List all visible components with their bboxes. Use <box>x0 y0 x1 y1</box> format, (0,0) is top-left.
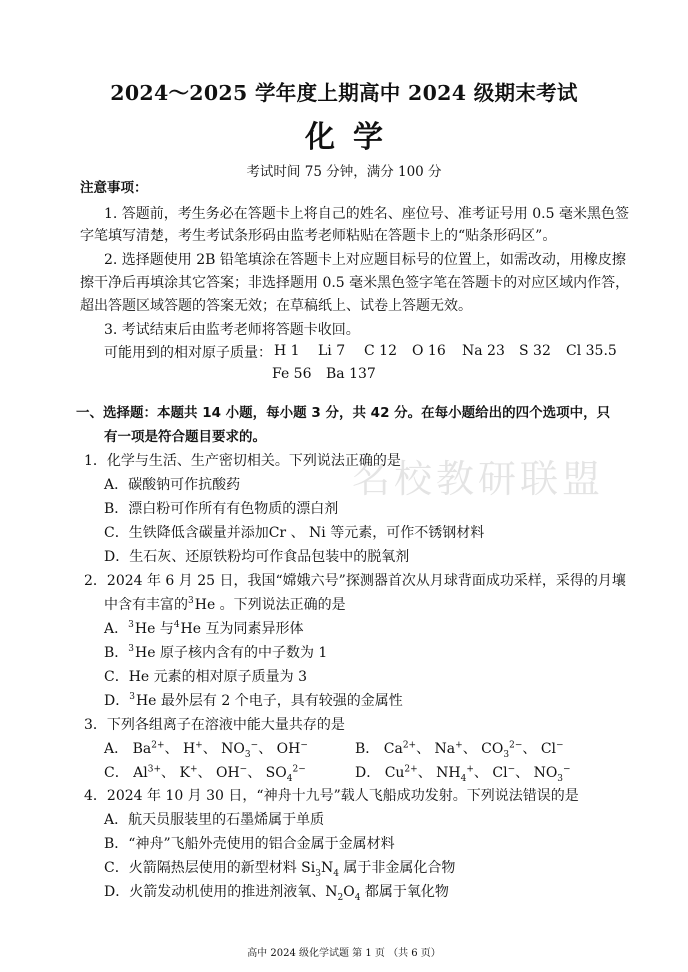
option-c: C．火箭隔热层使用的新型材料 $Si_3N_4$ 属于非金属化合物 <box>104 860 456 879</box>
atomic-mass-item: Na 23 <box>462 343 505 359</box>
atomic-mass-item: Li 7 <box>318 343 346 359</box>
notice-heading: 注意事项： <box>80 180 148 196</box>
option-text: C．火箭隔热层使用的新型材料 Si <box>104 860 316 876</box>
option-b: B．漂白粉可作所有有色物质的漂白剂 <box>104 501 339 517</box>
question-stem-cont <box>104 595 346 617</box>
ion: $NO_3^-$ <box>533 764 571 784</box>
option-label: D． <box>355 765 381 781</box>
option-text: He 原子核内含有的中子数为 1 <box>135 645 328 661</box>
subject-title: 化学 <box>305 120 401 155</box>
option-c: C． $Al^{3+}$、 K+、 OH−、 $SO_4^{2-}$ <box>104 764 306 784</box>
option-label: A． <box>104 741 129 757</box>
atomic-mass-item: Cl 35.5 <box>566 343 617 359</box>
atomic-mass-item: Ba 137 <box>326 366 376 382</box>
option-text: 都属于氧化物 <box>360 884 449 900</box>
option-a: A． $Ba^{2+}$、 H+、 $NO_3^-$、 OH− <box>104 740 308 760</box>
page-footer: 高中 2024 级化学试题 第 1 页 （共 6 页） <box>247 948 441 959</box>
option-b: B． $Ca^{2+}$、 Na+、 $CO_3^{2-}$、 Cl− <box>355 740 564 760</box>
option-label: B． <box>104 645 129 661</box>
notice-line: 1. 答题前，考生务必在答题卡上将自己的姓名、座位号、准考证号用 0.5 毫米黑色签 <box>104 206 629 222</box>
ion: H+ <box>182 740 203 757</box>
ion: $SO_4^{2-}$ <box>265 764 306 784</box>
option-label: A． <box>104 621 129 637</box>
notice-line: 3. 考试结束后由监考老师将答题卡收回。 <box>104 322 360 338</box>
ion: $Cu^{2+}$ <box>384 764 418 781</box>
mass-number: 3 <box>128 644 135 654</box>
mass-number: 3 <box>188 596 194 606</box>
option-d <box>104 691 403 713</box>
notice-line: 超出答题区域答题的答案无效；在草稿纸上、试卷上答题无效。 <box>80 298 472 314</box>
question-stem: 4．2024 年 10 月 30 日，“神舟十九号”载人飞船成功发射。下列说法错误的是 <box>84 788 579 804</box>
option-label: D． <box>104 693 130 709</box>
option-label: C． <box>104 765 129 781</box>
ion: $CO_3^{2-}$ <box>481 740 523 760</box>
ion: K+ <box>179 764 198 781</box>
atomic-mass-item: H 1 <box>274 343 300 359</box>
option-b: B．“神舟”飞船外壳使用的铝合金属于金属材料 <box>104 836 395 852</box>
ion: OH− <box>276 740 308 757</box>
ion: Na+ <box>434 740 463 757</box>
question-stem: 3．下列各组离子在溶液中能大量共存的是 <box>84 717 345 733</box>
ion: $NO_3^-$ <box>221 740 259 760</box>
option-text: He 最外层有 2 个电子，具有较强的金属性 <box>135 693 403 709</box>
question-stem: 1．化学与生活、生产密切相关。下列说法正确的是 <box>84 453 401 469</box>
atomic-mass-item: C 12 <box>364 343 397 359</box>
section-heading-cont: 有一项是符合题目要求的。 <box>104 429 266 445</box>
option-a: A．航天员服装里的石墨烯属于单质 <box>104 812 325 828</box>
option-b <box>104 643 327 665</box>
atomic-mass-item: S 32 <box>519 343 551 359</box>
option-c: C．生铁降低含碳量并添加Cr 、 Ni 等元素，可作不锈钢材料 <box>104 525 485 541</box>
atomic-mass-item: Fe 56 <box>272 366 312 382</box>
stem-text: 中含有丰富的 <box>104 597 188 613</box>
ion: OH− <box>215 764 248 781</box>
mass-number: 3 <box>128 620 134 630</box>
option-text: He 与 <box>134 621 174 637</box>
mass-number: 4 <box>173 620 180 630</box>
option-a: A．碳酸钠可作抗酸药 <box>104 477 241 493</box>
time-info: 考试时间 75 分钟，满分 100 分 <box>246 164 442 180</box>
exam-title: 2024～2025 学年度上期高中 2024 级期末考试 <box>110 81 578 105</box>
option-d: D．火箭发动机使用的推进剂液氧、$N_2O_4$ 都属于氧化物 <box>104 884 449 903</box>
notice-line: 擦干净后再填涂其它答案；非选择题用 0.5 毫米黑色签字笔在答题卡的对应区域内作答， <box>80 275 630 291</box>
stem-text: He 。下列说法正确的是 <box>194 597 346 613</box>
section-heading: 一、选择题：本题共 14 小题，每小题 3 分，共 42 分。在每小题给出的四个选项中，只 <box>76 405 611 421</box>
option-text: He 互为同素异形体 <box>180 621 304 637</box>
notice-line: 2. 选择题使用 2B 铅笔填涂在答题卡上对应题目标号的位置上，如需改动，用橡皮擦 <box>104 252 626 268</box>
option-text: D．火箭发动机使用的推进剂液氧、N <box>104 884 338 900</box>
ion: Cl− <box>540 740 564 757</box>
ion: $Ba^{2+}$ <box>132 740 165 757</box>
option-a <box>104 619 304 641</box>
option-d: D． $Cu^{2+}$、 $NH_4^+$、 Cl−、 $NO_3^-$ <box>355 764 571 784</box>
watermark: 名校教研联盟 <box>352 457 605 501</box>
atomic-mass-label: 可能用到的相对原子质量： <box>104 345 272 361</box>
ion: Cl− <box>492 764 516 781</box>
ion: $Ca^{2+}$ <box>383 740 417 757</box>
atomic-mass-item: O 16 <box>412 343 446 359</box>
option-label: B． <box>355 741 380 757</box>
notice-line: 字笔填写清楚，考生考试条形码由监考老师粘贴在答题卡上的“贴条形码区”。 <box>80 228 557 244</box>
option-c: C．He 元素的相对原子质量为 3 <box>104 669 308 685</box>
ion: $Al^{3+}$ <box>133 764 162 781</box>
option-d: D．生石灰、还原铁粉均可作食品包装中的脱氧剂 <box>104 549 410 565</box>
ion: $NH_4^+$ <box>436 764 474 784</box>
mass-number: 3 <box>129 692 135 702</box>
question-stem: 2．2024 年 6 月 25 日，我国“嫦娥六号”探测器首次从月球背面成功采样，采得的月壤 <box>84 573 626 589</box>
option-text: 属于非金属化合物 <box>338 860 456 876</box>
